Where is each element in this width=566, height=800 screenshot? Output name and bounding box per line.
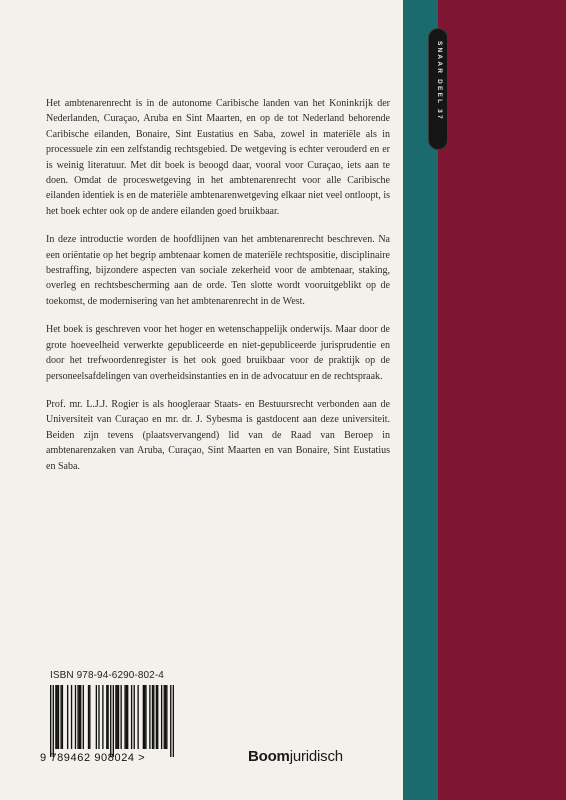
- barcode-bar: [144, 685, 145, 749]
- barcode-bar: [62, 685, 63, 749]
- author-bio-paragraph: Prof. mr. L.J.J. Rogier is als hoogleraar Staats- en Bestuursrecht verbonden aan de Universiteit van Curaçao en mr. dr. J. Sybesma is gastdocent aan deze universiteit. Beiden zijn tevens (plaatsvervangend) lid van de Raad van Beroep in ambtenarenzaken van Aruba, Curaçao, Sint Maarten en van Bonaire, Sint Eustatius en Saba.: [46, 398, 390, 472]
- publisher-logo-regular: juridisch: [289, 748, 343, 765]
- barcode-bar: [117, 685, 118, 749]
- barcode-bar: [120, 685, 121, 749]
- barcode-bar: [143, 685, 144, 749]
- blurb-paragraph-2: In deze introductie worden de hoofdlijnen van het ambtenarenrecht beschreven. Na een oriëntatie op het begrip ambtenaar komen de materiële rechtspositie, disciplinaire bestraffing, bijzondere aspecten van sociale zekerheid voor de ambtenaar, staking, overleg en rechtsbescherming aan de orde. Ten slotte wordt vooruitgeblikt op de toekomst, de modernisering van het ambtenarenrecht in de West.: [46, 234, 390, 307]
- barcode-bar: [77, 685, 78, 749]
- barcode-bar: [75, 685, 76, 749]
- barcode-bar: [166, 685, 167, 749]
- barcode-bar: [71, 685, 72, 749]
- barcode-bar: [50, 685, 51, 757]
- publisher-logo-bold: Boom: [248, 748, 290, 765]
- barcode-bar: [173, 685, 174, 757]
- barcode-bar: [124, 685, 125, 749]
- barcode-bar: [137, 685, 138, 749]
- barcode-bar: [149, 685, 150, 749]
- barcode-bar: [145, 685, 146, 749]
- barcode-bar: [170, 685, 171, 757]
- barcode-bar: [164, 685, 165, 749]
- barcode-bar: [157, 685, 158, 749]
- barcode-bar: [80, 685, 81, 749]
- barcode-bar: [131, 685, 132, 749]
- burgundy-band: [438, 0, 566, 800]
- barcode-bar: [161, 685, 162, 749]
- barcode-bar: [165, 685, 166, 749]
- barcode-bar: [89, 685, 90, 749]
- barcode-bar: [58, 685, 59, 749]
- barcode-bar: [156, 685, 157, 749]
- barcode-bar: [83, 685, 84, 749]
- publisher-logo: [248, 748, 343, 765]
- barcode-digits: 9 789462 908024 >: [40, 752, 146, 764]
- spine-series-label: [428, 28, 448, 150]
- barcode-bar: [152, 685, 153, 749]
- barcode-bar: [102, 685, 103, 749]
- barcode-bar: [57, 685, 58, 749]
- barcode-bar: [98, 685, 99, 749]
- blurb-text: [46, 96, 390, 487]
- barcode-bar: [127, 685, 128, 749]
- isbn-label: ISBN 978-94-6290-802-4: [50, 670, 164, 681]
- barcode-bar: [55, 685, 56, 749]
- barcode-bar: [88, 685, 89, 749]
- barcode-bar: [115, 685, 116, 749]
- barcode-bar: [113, 685, 114, 757]
- barcode-bar: [126, 685, 127, 749]
- barcode-bar: [118, 685, 119, 749]
- barcode-bar: [53, 685, 54, 757]
- barcode-bar: [110, 685, 111, 757]
- barcode-image: [50, 685, 174, 761]
- blurb-paragraph-1: Het ambtenarenrecht is in de autonome Caribische landen van het Koninkrijk der Nederlanden, Curaçao, Aruba en Sint Maarten, en op de tot Nederland behorende Caribische eilanden, Bonaire, Sint Eustatius en Saba, zowel in materiële als in processuele zin een zelfstandig rechtsgebied. De wetgeving is echter verouderd en er is weinig literatuur. Met dit boek is beoogd daar, vooral voor Curaçao, iets aan te doen. Omdat de proceswetgeving in het ambtenarenrecht voor alle Caribische eilanden identiek is en de materiële ambtenarenwetgeving elkaar niet veel ontloopt, is het boek echter ook op de andere eilanden goed bruikbaar.: [46, 98, 390, 217]
- barcode-bar: [153, 685, 154, 749]
- barcode-bar: [107, 685, 108, 749]
- barcode-bar: [96, 685, 97, 749]
- barcode-bar: [60, 685, 61, 749]
- blurb-paragraph-3: Het boek is geschreven voor het hoger en wetenschappelijk onderwijs. Maar door de grote hoeveelheid verwerkte gepubliceerde en niet-gepubliceerde jurisprudentie en door het trefwoordenregister is het ook goed bruikbaar voor de praktijk op de personeelsafdelingen van overheidsinstanties en in de advocatuur en de rechtspraak.: [46, 324, 390, 382]
- barcode-bar: [134, 685, 135, 749]
- barcode-bar: [67, 685, 68, 749]
- spine-series-text: SNAAR DEEL 37: [436, 41, 443, 121]
- barcode-bar: [79, 685, 80, 749]
- barcode-bar: [106, 685, 107, 749]
